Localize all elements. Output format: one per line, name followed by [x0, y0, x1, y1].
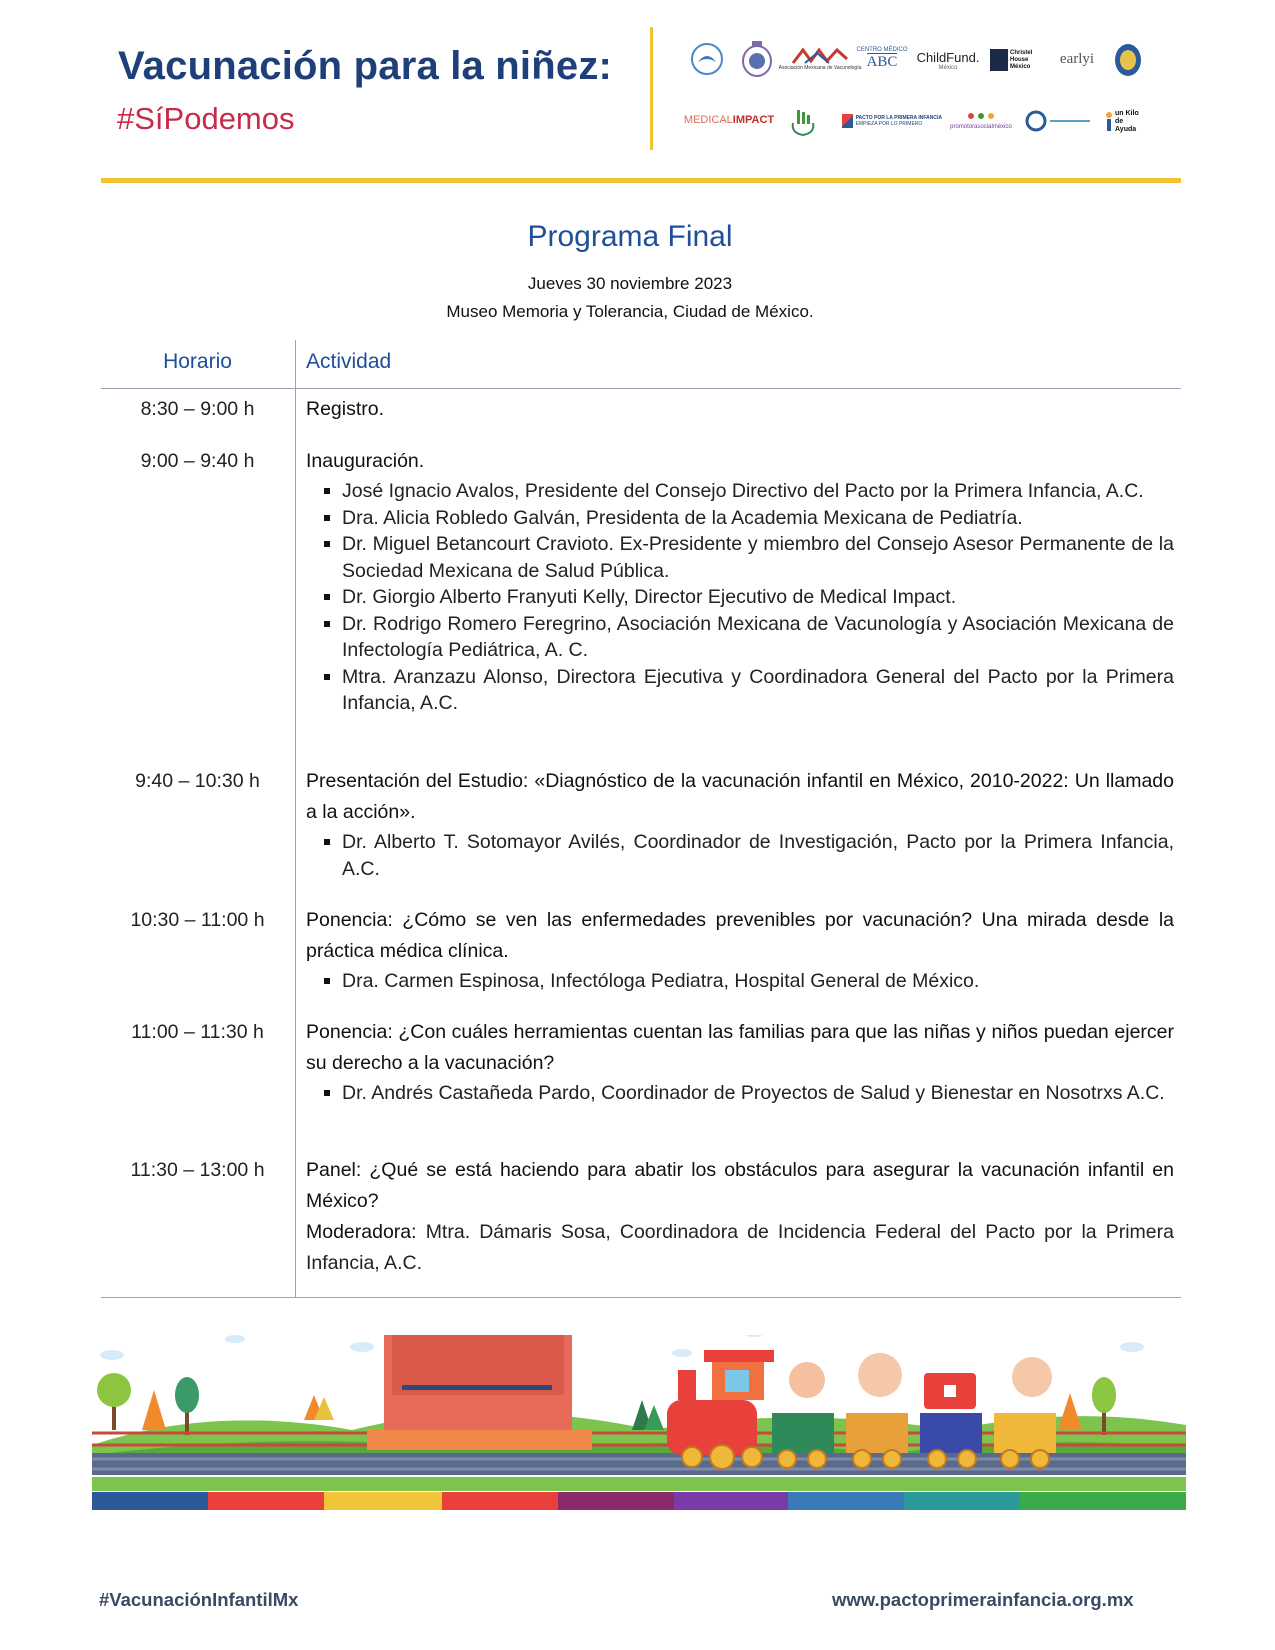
- hand-icon: [787, 107, 819, 137]
- un-kilo-logo: [1102, 108, 1146, 136]
- impact-text: IMPACT: [732, 114, 775, 126]
- abc-text: ABC: [866, 54, 898, 70]
- footer-hashtag: #VacunaciónInfantilMx: [99, 1589, 299, 1610]
- row-time: 9:40 – 10:30 h: [135, 770, 260, 792]
- color-strip: [92, 1492, 1186, 1510]
- activity-title: Ponencia: ¿Con cuáles herramientas cuentan las familias para que las niñas y niños puedan ejercer su derecho a la vacunación?: [306, 1021, 1174, 1074]
- row-time: 10:30 – 11:00 h: [130, 909, 265, 931]
- train: [667, 1350, 1056, 1455]
- kilo-mark-icon: [1103, 111, 1115, 133]
- activity-title: Ponencia: ¿Cómo se ven las enfermedades prevenibles por vacunación? Una mirada desde la práctica médica clínica.: [306, 909, 1174, 962]
- amv-mark-icon: [791, 47, 849, 65]
- table-row: [306, 1155, 1174, 1279]
- moderator-line: [306, 1217, 1174, 1279]
- abc-logo: [858, 42, 906, 76]
- pacto-logo: [842, 110, 942, 132]
- table-row: [306, 446, 1174, 717]
- earlyi-logo: [1052, 46, 1102, 72]
- row-time: 11:30 – 13:00 h: [130, 1159, 265, 1181]
- christel-mark-icon: [990, 49, 1008, 71]
- list-item: Dr. Alberto T. Sotomayor Avilés, Coordinador de Investigación, Pacto por la Primera Infancia, A.C.: [342, 829, 1174, 882]
- table-row: [306, 1017, 1174, 1107]
- list-item: Dra. Carmen Espinosa, Infectóloga Pediatra, Hospital General de México.: [342, 968, 1174, 995]
- page-title: Vacunación para la niñez:: [118, 44, 613, 88]
- list-item: Dra. Alicia Robledo Galván, Presidenta de la Academia Mexicana de Pediatría.: [342, 505, 1174, 532]
- row-time: 8:30 – 9:00 h: [140, 398, 255, 420]
- speaker-list: [306, 968, 1174, 995]
- crest-icon: [740, 40, 774, 78]
- footer-url[interactable]: www.pactoprimerainfancia.org.mx: [832, 1589, 1134, 1610]
- activity-title: Presentación del Estudio: «Diagnóstico de la vacunación infantil en México, 2010-2022: Un llamado a la acción».: [306, 770, 1174, 823]
- list-item: José Ignacio Avalos, Presidente del Consejo Directivo del Pacto por la Primera Infancia, A.C.: [342, 478, 1174, 505]
- program-title: Programa Final: [527, 220, 733, 253]
- table-row: [306, 905, 1174, 995]
- row-time: 9:00 – 9:40 h: [140, 450, 255, 472]
- pacto-subtext: EMPIEZA POR LO PRIMERO: [855, 121, 923, 127]
- promotora-logo: [948, 108, 1014, 134]
- speaker-list: [306, 478, 1174, 717]
- pacto-text: PACTO POR LA PRIMERA INFANCIA: [855, 115, 942, 121]
- medical-text: MEDICAL: [683, 114, 733, 126]
- activity-title: Panel: ¿Qué se está haciendo para abatir los obstáculos para asegurar la vacunación infantil en México?: [306, 1159, 1174, 1212]
- moderator-name: Mtra. Dámaris Sosa, Coordinadora de Incidencia Federal del Pacto por la Primera Infancia, A.C.: [306, 1221, 1174, 1274]
- speaker-list: [306, 1080, 1174, 1107]
- globe-icon: [1025, 110, 1047, 132]
- promotora-text: promotorasocialméxico: [950, 124, 1012, 130]
- row-time: 11:00 – 11:30 h: [131, 1021, 264, 1043]
- list-item: Dr. Miguel Betancourt Cravioto. Ex-Presidente y miembro del Consejo Asesor Permanente de la Sociedad Mexicana de Salud Pública.: [342, 531, 1174, 584]
- childfund-subtext: México: [938, 64, 958, 71]
- federal-seal-logo: [1112, 42, 1144, 78]
- nosotrxs-logo: [786, 106, 820, 138]
- un-kilo-text: un Kilo de Ayuda: [1115, 110, 1139, 133]
- activity-title: Inauguración.: [306, 450, 425, 472]
- medical-impact-logo: [684, 110, 774, 130]
- activity-title: Registro.: [306, 398, 385, 420]
- earlyi-text: earlyi: [1059, 50, 1095, 67]
- pacto-mark-icon: [842, 114, 853, 128]
- list-item: Mtra. Aranzazu Alonso, Directora Ejecutiva y Coordinadora General del Pacto por la Primera Infancia, A.C.: [342, 664, 1174, 717]
- event-place: Museo Memoria y Tolerancia, Ciudad de México.: [446, 302, 814, 321]
- column-divider: [295, 340, 296, 1298]
- speaker-list: [306, 829, 1174, 882]
- christel-house-logo: [990, 48, 1044, 72]
- childfund-logo: [914, 46, 982, 74]
- table-row: [306, 394, 1174, 425]
- childfund-text: ChildFund.: [916, 49, 980, 65]
- train-illustration: [92, 1335, 1186, 1550]
- list-item: Dr. Giorgio Alberto Franyuti Kelly, Director Ejecutivo de Medical Impact.: [342, 584, 1174, 611]
- clouds: [100, 1335, 1144, 1360]
- header-rule: [101, 178, 1181, 183]
- event-date: Jueves 30 noviembre 2023: [527, 274, 733, 293]
- table-bottom-rule: [101, 1297, 1181, 1298]
- sponsor-logos: [683, 38, 1210, 150]
- org-globe-logo: [1024, 110, 1090, 132]
- abc-subtext: CENTRO MÉDICO: [856, 47, 908, 53]
- list-item: Dr. Rodrigo Romero Feregrino, Asociación Mexicana de Vacunología y Asociación Mexicana de Infectología Pediátrica, A. C.: [342, 611, 1174, 664]
- column-header-activity: Actividad: [306, 350, 392, 373]
- amv-text: Asociación Mexicana de Vacunología: [778, 65, 862, 71]
- column-header-time: Horario: [163, 350, 232, 373]
- header-divider: [650, 27, 653, 150]
- amv-logo: [778, 44, 862, 74]
- smsp-logo: [690, 42, 724, 76]
- table-header-rule: [101, 388, 1181, 389]
- circle-emblem-icon: [690, 42, 724, 76]
- table-row: [306, 766, 1174, 882]
- amp-logo: [740, 40, 774, 78]
- christel-text: Christel House México: [1010, 49, 1033, 70]
- people-icon: [966, 112, 996, 124]
- seal-icon: [1113, 42, 1143, 78]
- list-item: Dr. Andrés Castañeda Pardo, Coordinador de Proyectos de Salud y Bienestar en Nosotrxs A.C.: [342, 1080, 1174, 1107]
- station: [367, 1335, 592, 1450]
- moderator-label: Moderadora:: [306, 1221, 417, 1243]
- campaign-hashtag: #SíPodemos: [117, 101, 295, 136]
